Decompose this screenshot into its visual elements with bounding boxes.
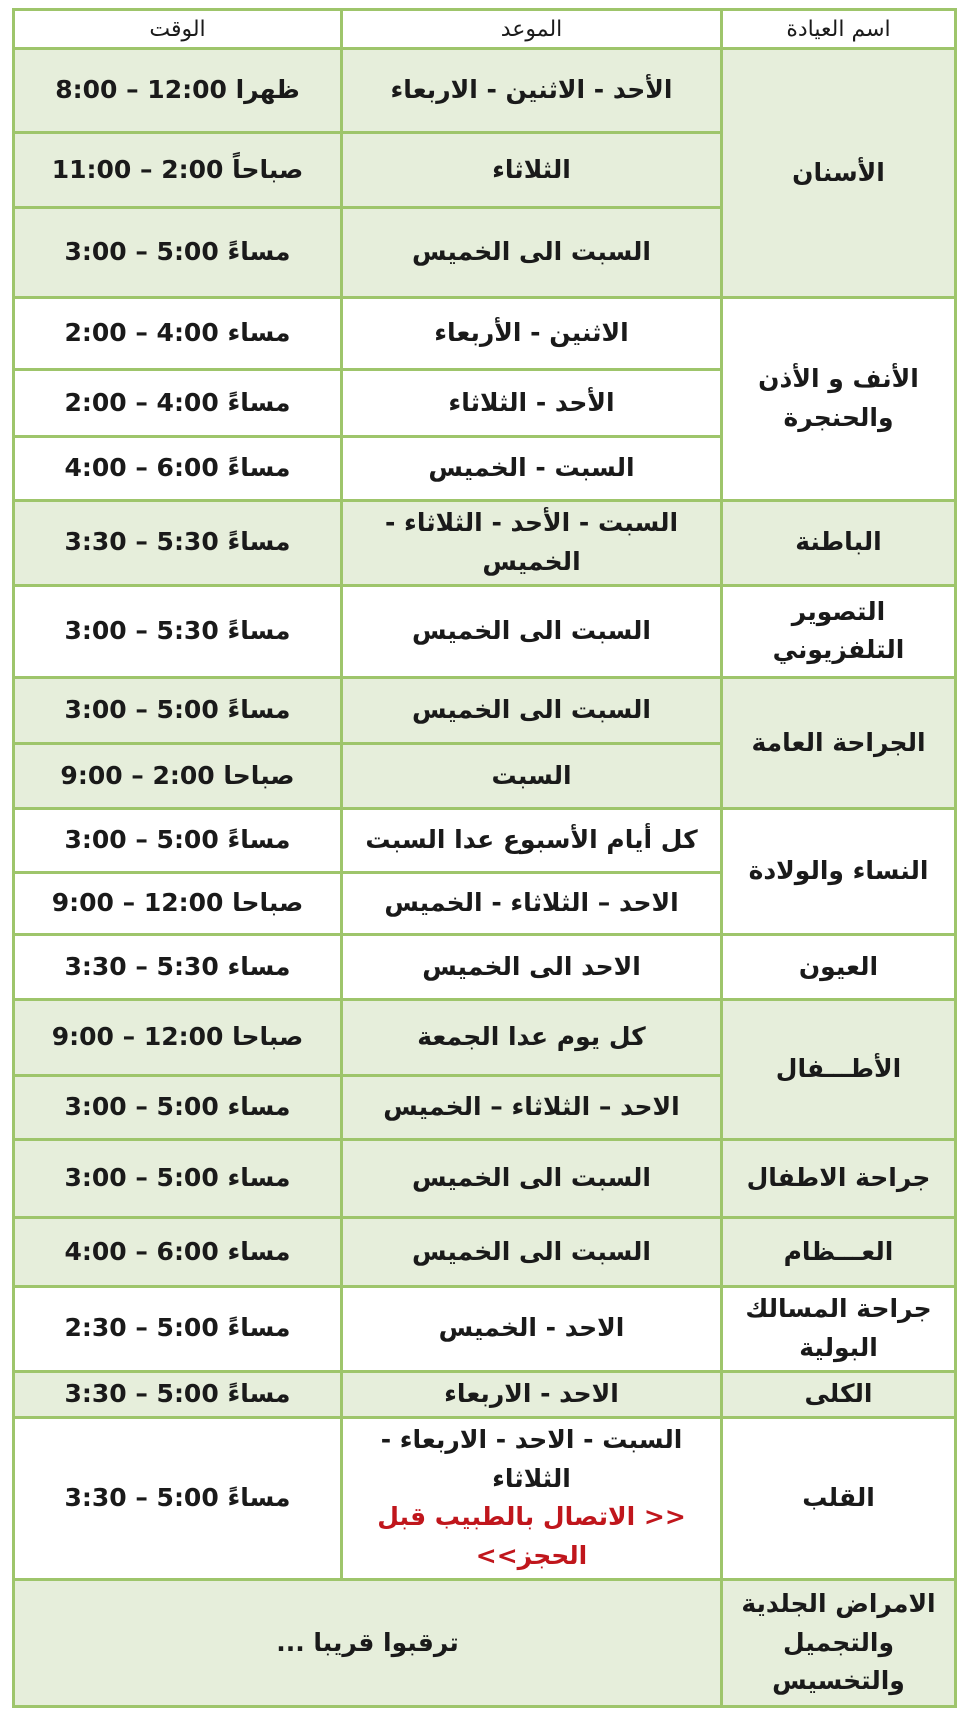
clinic-name: جراحة المسالك البولية bbox=[722, 1286, 956, 1371]
clinic-time: 3:00 – 5:00 مساء bbox=[14, 1075, 342, 1139]
clinic-time: 3:30 – 5:00 مساءً bbox=[14, 1417, 342, 1580]
clinic-days: الاحد الى الخميس bbox=[342, 935, 722, 999]
clinic-time: 8:00 – 12:00 ظهرا bbox=[14, 49, 342, 133]
header-time: الوقت bbox=[14, 10, 342, 49]
clinic-days: الاحد – الثلاثاء – الخميس bbox=[342, 1075, 722, 1139]
clinic-days: السبت الى الخميس bbox=[342, 207, 722, 297]
clinic-name: العيون bbox=[722, 935, 956, 999]
header-clinic: اسم العيادة bbox=[722, 10, 956, 49]
table-row bbox=[14, 585, 956, 677]
clinic-schedule-table bbox=[12, 8, 957, 1708]
clinic-days: كل أيام الأسبوع عدا السبت bbox=[342, 808, 722, 872]
clinic-time: 9:00 – 12:00 صباحا bbox=[14, 999, 342, 1075]
table-row bbox=[14, 935, 956, 999]
table-row bbox=[14, 298, 956, 370]
clinic-name: الامراض الجلدية والتجميل والتخسيس bbox=[722, 1580, 956, 1707]
clinic-time: 11:00 – 2:00 صباحاً bbox=[14, 133, 342, 207]
table-row bbox=[14, 500, 956, 585]
clinic-time: 4:00 – 6:00 مساء bbox=[14, 1218, 342, 1286]
clinic-time: 3:30 – 5:30 مساءً bbox=[14, 500, 342, 585]
clinic-days: السبت bbox=[342, 744, 722, 808]
table-row bbox=[14, 1286, 956, 1371]
clinic-time: 9:00 – 12:00 صباحا bbox=[14, 872, 342, 934]
clinic-name: الجراحة العامة bbox=[722, 678, 956, 809]
clinic-time: 9:00 – 2:00 صباحا bbox=[14, 744, 342, 808]
table-row bbox=[14, 999, 956, 1075]
clinic-time: 3:00 – 5:00 مساء bbox=[14, 1140, 342, 1218]
table-row bbox=[14, 49, 956, 133]
clinic-name: النساء والولادة bbox=[722, 808, 956, 935]
clinic-name: الكلى bbox=[722, 1371, 956, 1417]
table-row bbox=[14, 1218, 956, 1286]
table-row bbox=[14, 678, 956, 744]
clinic-name: التصوير التلفزيوني bbox=[722, 585, 956, 677]
clinic-name: الباطنة bbox=[722, 500, 956, 585]
clinic-days: السبت الى الخميس bbox=[342, 1140, 722, 1218]
clinic-time: 3:00 – 5:30 مساءً bbox=[14, 585, 342, 677]
clinic-days: السبت الى الخميس bbox=[342, 585, 722, 677]
table-row bbox=[14, 1417, 956, 1580]
clinic-days: السبت الى الخميس bbox=[342, 678, 722, 744]
clinic-name: العـــظام bbox=[722, 1218, 956, 1286]
clinic-time: 3:00 – 5:00 مساءً bbox=[14, 808, 342, 872]
table-row bbox=[14, 1140, 956, 1218]
clinic-name: الأسنان bbox=[722, 49, 956, 298]
clinic-time: 3:00 – 5:00 مساءً bbox=[14, 678, 342, 744]
clinic-days: كل يوم عدا الجمعة bbox=[342, 999, 722, 1075]
schedule-container bbox=[12, 8, 954, 1708]
clinic-days: السبت - الاحد - الاربعاء - الثلاثاء bbox=[380, 1424, 683, 1493]
clinic-days: السبت الى الخميس bbox=[342, 1218, 722, 1286]
clinic-days: الاحد - الخميس bbox=[342, 1286, 722, 1371]
table-row bbox=[14, 1371, 956, 1417]
table-row bbox=[14, 1580, 956, 1707]
clinic-time: 2:30 – 5:00 مساءً bbox=[14, 1286, 342, 1371]
coming-soon: ترقبوا قريبا ... bbox=[14, 1580, 722, 1707]
clinic-days: الأحد - الاثنين - الاربعاء bbox=[342, 49, 722, 133]
clinic-days: الأحد - الثلاثاء bbox=[342, 370, 722, 436]
clinic-time: 3:00 – 5:00 مساءً bbox=[14, 207, 342, 297]
clinic-days: الاحد - الاربعاء bbox=[342, 1371, 722, 1417]
clinic-days: الاثنين - الأربعاء bbox=[342, 298, 722, 370]
clinic-days-cell bbox=[342, 1417, 722, 1580]
clinic-time: 2:00 – 4:00 مساءً bbox=[14, 370, 342, 436]
header-days: الموعد bbox=[342, 10, 722, 49]
clinic-time: 4:00 – 6:00 مساءً bbox=[14, 436, 342, 500]
clinic-time: 3:30 – 5:30 مساء bbox=[14, 935, 342, 999]
clinic-time: 3:30 – 5:00 مساءً bbox=[14, 1371, 342, 1417]
clinic-name: الأطـــفال bbox=[722, 999, 956, 1140]
clinic-days: السبت - الخميس bbox=[342, 436, 722, 500]
clinic-name: جراحة الاطفال bbox=[722, 1140, 956, 1218]
clinic-time: 2:00 – 4:00 مساء bbox=[14, 298, 342, 370]
header-row bbox=[14, 10, 956, 49]
clinic-days: الاحد – الثلاثاء - الخميس bbox=[342, 872, 722, 934]
call-doctor-note: << الاتصال بالطبيب قبل الحجز>> bbox=[377, 1502, 686, 1571]
clinic-days: السبت - الأحد - الثلاثاء - الخميس bbox=[342, 500, 722, 585]
clinic-name: القلب bbox=[722, 1417, 956, 1580]
clinic-days: الثلاثاء bbox=[342, 133, 722, 207]
table-row bbox=[14, 808, 956, 872]
clinic-name: الأنف و الأذن والحنجرة bbox=[722, 298, 956, 501]
